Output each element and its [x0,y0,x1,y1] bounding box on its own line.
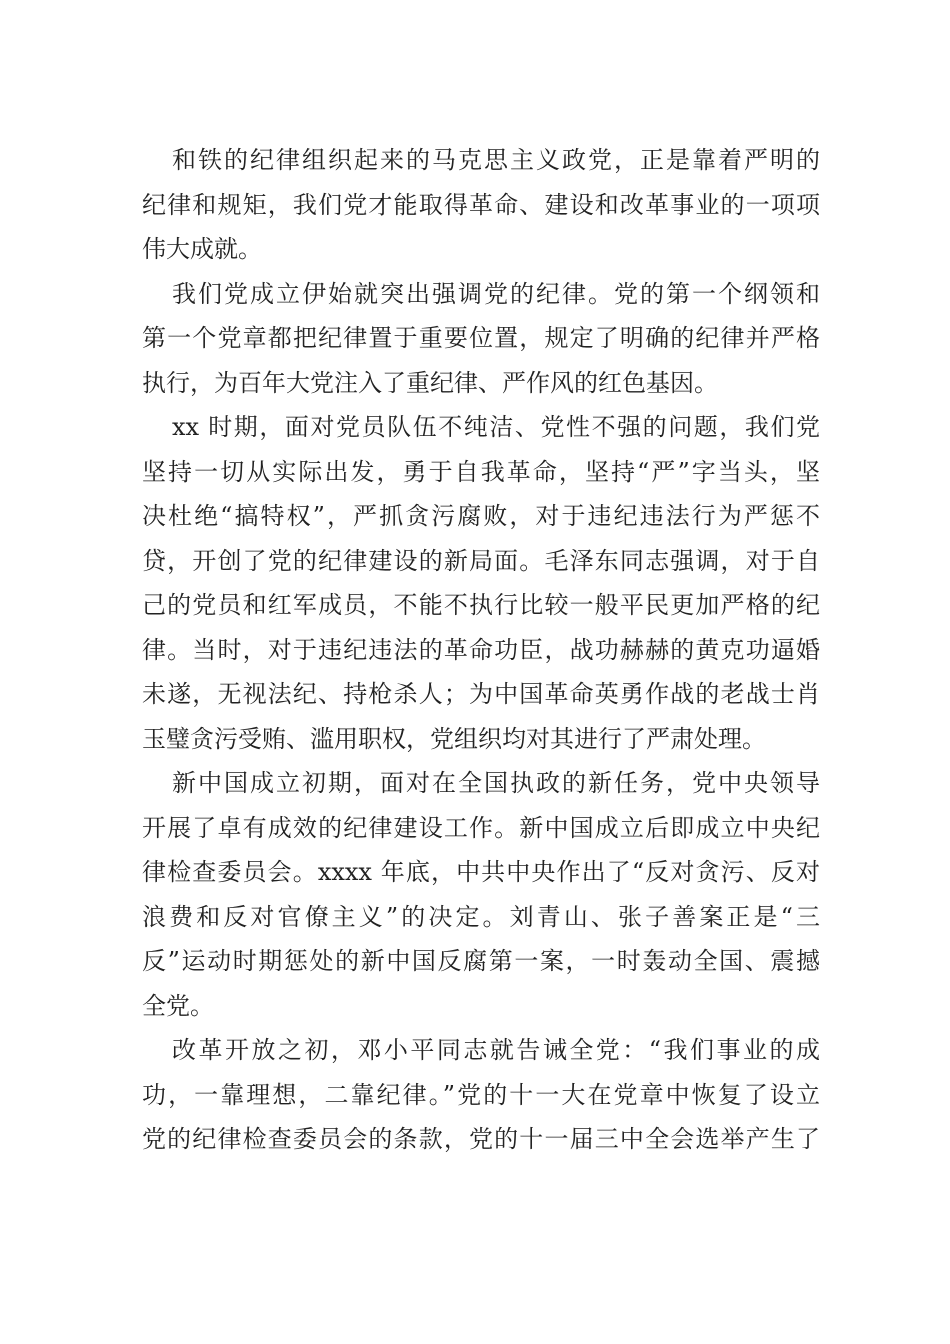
paragraph [142,761,820,1028]
text-line: 新中国成立初期，面对在全国执政的新任务，党中央领导 [172,769,820,797]
text-line: 未遂，无视法纪、持枪杀人；为中国革命英勇作战的老战士肖 [142,680,820,708]
text-line: 玉璧贪污受贿、滥用职权，党组织均对其进行了严肃处理。 [142,724,766,753]
text-line: 反”运动时期惩处的新中国反腐第一案，一时轰动全国、震撼 [142,947,820,975]
text-line: xx 时期，面对党员队伍不纯洁、党性不强的问题，我们党 [172,413,820,441]
document-body [142,138,820,1162]
text-line: 纪律和规矩，我们党才能取得革命、建设和改革事业的一项项 [142,190,820,219]
text-line: 贷，开创了党的纪律建设的新局面。毛泽东同志强调，对于自 [142,546,820,575]
paragraph [142,138,820,272]
text-line: 己的党员和红军成员，不能不执行比较一般平民更加严格的纪 [142,591,820,619]
paragraph [142,405,820,761]
text-line: 第一个党章都把纪律置于重要位置，规定了明确的纪律并严格 [142,324,820,352]
text-line: 坚持一切从实际出发，勇于自我革命，坚持“严”字当头，坚 [142,457,820,486]
text-line: 开展了卓有成效的纪律建设工作。新中国成立后即成立中央纪 [142,813,820,842]
text-line: 和铁的纪律组织起来的马克思主义政党，正是靠着严明的 [172,146,820,174]
text-line: 我们党成立伊始就突出强调党的纪律。党的第一个纲领和 [172,279,820,308]
text-line: 执行，为百年大党注入了重纪律、严作风的红色基因。 [142,368,718,397]
text-line: 律。当时，对于违纪违法的革命功臣，战功赫赫的黄克功逼婚 [142,635,820,664]
text-line: 伟大成就。 [142,235,262,263]
paragraph [142,1028,820,1162]
text-line: 律检查委员会。xxxx 年底，中共中央作出了“反对贪污、反对 [142,858,820,886]
text-line: 全党。 [142,991,214,1020]
text-line: 功，一靠理想，二靠纪律。”党的十一大在党章中恢复了设立 [142,1080,820,1109]
text-line: 党的纪律检查委员会的条款，党的十一届三中全会选举产生了 [142,1125,820,1153]
text-line: 改革开放之初，邓小平同志就告诫全党：“我们事业的成 [172,1036,820,1064]
text-line: 决杜绝“搞特权”，严抓贪污腐败，对于违纪违法行为严惩不 [142,502,820,530]
text-line: 浪费和反对官僚主义”的决定。刘青山、张子善案正是“三 [142,902,820,931]
paragraph [142,272,820,406]
